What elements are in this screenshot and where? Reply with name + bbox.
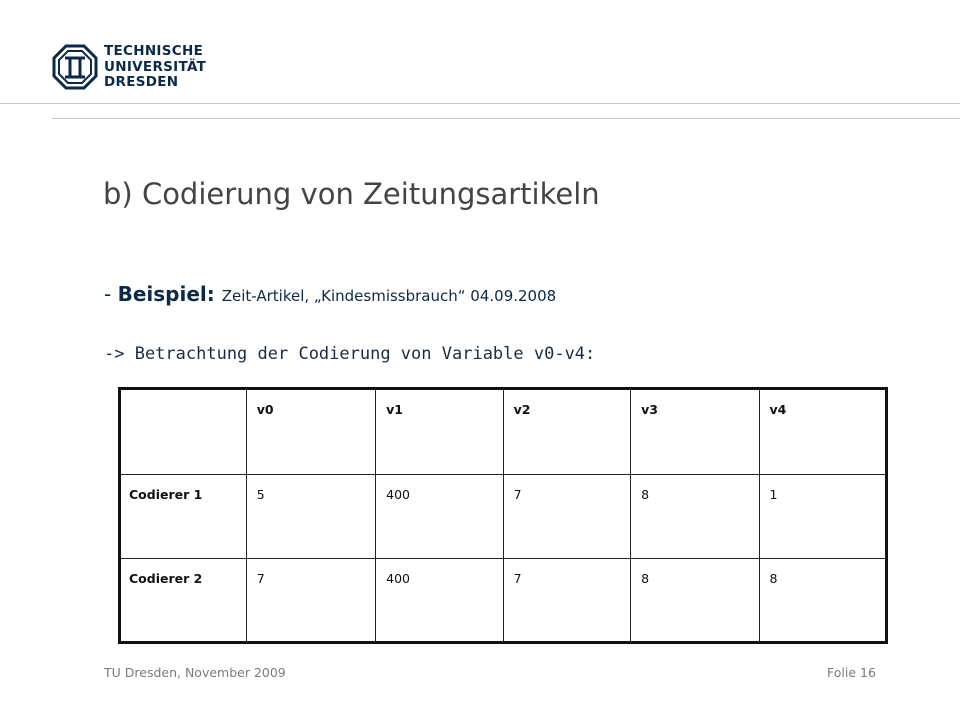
intro-line: -> Betrachtung der Codierung von Variable v0-v4: xyxy=(104,344,596,364)
logo-wordmark xyxy=(104,44,206,91)
table-cell: 400 xyxy=(376,475,503,559)
row-label-cell: Codierer 1 xyxy=(120,475,247,559)
table-header-row xyxy=(120,389,887,475)
tu-dresden-emblem-icon xyxy=(52,44,98,90)
table-row xyxy=(120,475,887,559)
header-divider-top xyxy=(0,103,960,104)
logo-line-2: UNIVERSITÄT xyxy=(104,58,207,75)
example-dash: - xyxy=(104,282,118,306)
table-header-cell: v1 xyxy=(376,389,503,475)
table-cell: 8 xyxy=(759,559,887,643)
table-header-cell: v2 xyxy=(503,389,630,475)
table-row xyxy=(120,559,887,643)
footer-institution-date: TU Dresden, November 2009 xyxy=(104,665,286,680)
table-cell: 7 xyxy=(246,559,375,643)
table-cell: 400 xyxy=(376,559,503,643)
header-divider-bottom xyxy=(52,118,960,119)
coding-table xyxy=(118,387,888,644)
table-cell: 5 xyxy=(246,475,375,559)
table-header-cell xyxy=(120,389,247,475)
logo-line-1: TECHNISCHE xyxy=(104,43,204,59)
slide-title: b) Codierung von Zeitungsartikeln xyxy=(103,177,600,211)
row-label-cell: Codierer 2 xyxy=(120,559,247,643)
tu-dresden-logo xyxy=(52,40,222,96)
table-cell: 8 xyxy=(631,559,759,643)
table-header-cell: v3 xyxy=(631,389,759,475)
example-label: Beispiel: xyxy=(117,282,222,306)
table-cell: 7 xyxy=(503,475,630,559)
table-cell: 1 xyxy=(759,475,887,559)
table-header-cell: v0 xyxy=(246,389,375,475)
table-cell: 7 xyxy=(503,559,630,643)
example-line xyxy=(104,282,556,306)
example-text: Zeit-Artikel, „Kindesmissbrauch“ 04.09.2008 xyxy=(221,287,557,305)
table-header-cell: v4 xyxy=(759,389,887,475)
table-cell: 8 xyxy=(631,475,759,559)
logo-line-3: DRESDEN xyxy=(104,74,179,90)
footer-slide-number: Folie 16 xyxy=(827,665,876,680)
